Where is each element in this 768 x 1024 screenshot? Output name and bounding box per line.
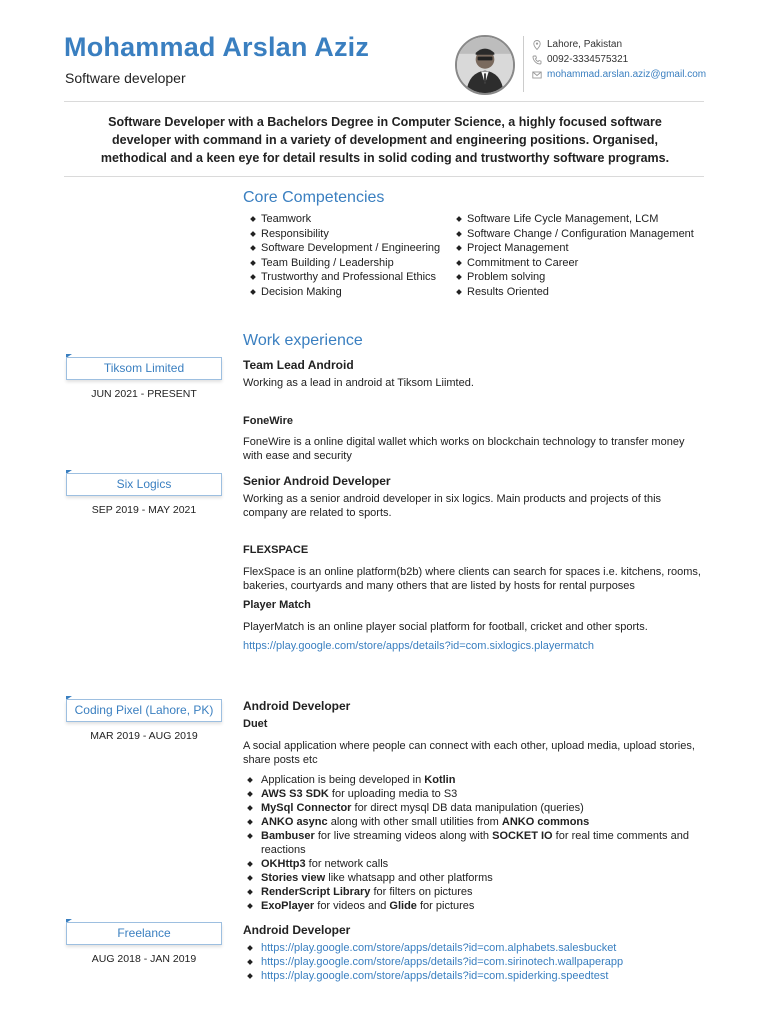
list-item: Commitment to Career bbox=[455, 256, 694, 271]
list-item: Application is being developed in Kotlin bbox=[243, 773, 703, 787]
list-item: Software Change / Configuration Management bbox=[455, 227, 694, 242]
project-link[interactable]: https://play.google.com/store/apps/details?id=com.sixlogics.playermatch bbox=[243, 640, 595, 652]
location: Lahore, Pakistan bbox=[532, 39, 622, 50]
header-rule bbox=[64, 101, 704, 102]
app-links bbox=[243, 941, 703, 983]
profile-summary: Software Developer with a Bachelors Degree in Computer Science, a highly focused software developer with command in a variety of development and engineering positions. Organised, methodical and a keen eye for detail results in solid coding and trustworthy software programs. bbox=[100, 115, 670, 165]
company-tag-freelance: Freelance bbox=[66, 923, 222, 945]
app-link[interactable]: https://play.google.com/store/apps/details?id=com.alphabets.salesbucket bbox=[261, 942, 617, 954]
list-item: Team Building / Leadership bbox=[249, 256, 440, 271]
summary-rule bbox=[64, 176, 704, 177]
envelope-icon bbox=[532, 70, 542, 80]
list-item: ExoPlayer for videos and Glide for pictures bbox=[243, 899, 703, 913]
project-description: FlexSpace is an online platform(b2b) where clients can search for spaces i.e. kitchens, rooms, bakeries, courtyards and many others that are listed by hosts for rental purposes bbox=[243, 566, 701, 592]
list-item: Teamwork bbox=[249, 212, 440, 227]
location-pin-icon bbox=[532, 40, 542, 50]
job-description: Working as a senior android developer in six logics. Main products and projects of this company are related to sports. bbox=[243, 493, 662, 519]
header-divider bbox=[523, 36, 524, 92]
job-dates: MAR 2019 - AUG 2019 bbox=[90, 730, 198, 742]
list-item: Problem solving bbox=[455, 270, 694, 285]
profile-photo bbox=[455, 35, 515, 95]
project-title: FLEXSPACE bbox=[243, 544, 309, 556]
list-item: MySql Connector for direct mysql DB data manipulation (queries) bbox=[243, 801, 703, 815]
candidate-title: Software developer bbox=[65, 70, 186, 86]
phone-icon bbox=[532, 55, 542, 65]
project-title: FoneWire bbox=[243, 415, 294, 427]
job-dates: JUN 2021 - PRESENT bbox=[91, 388, 197, 400]
phone: 0092-3334575321 bbox=[532, 54, 628, 65]
list-item: AWS S3 SDK for uploading media to S3 bbox=[243, 787, 703, 801]
list-item: Decision Making bbox=[249, 285, 440, 300]
project-description: A social application where people can connect with each other, upload media, upload stories, share posts etc bbox=[243, 740, 695, 766]
job-dates: SEP 2019 - MAY 2021 bbox=[91, 504, 197, 516]
list-item[interactable] bbox=[243, 969, 703, 983]
company-tag-tiksom: Tiksom Limited bbox=[66, 358, 222, 380]
tech-bullets bbox=[243, 773, 703, 913]
list-item: OKHttp3 for network calls bbox=[243, 857, 703, 871]
competencies-right-list bbox=[455, 212, 694, 299]
list-item: Results Oriented bbox=[455, 285, 694, 300]
app-link[interactable]: https://play.google.com/store/apps/details?id=com.sirinotech.wallpaperapp bbox=[261, 956, 624, 968]
project-description: FoneWire is a online digital wallet which works on blockchain technology to transfer money with ease and security bbox=[243, 436, 685, 462]
list-item[interactable] bbox=[243, 955, 703, 969]
list-item: ANKO async along with other small utilities from ANKO commons bbox=[243, 815, 703, 829]
company-tag-six-logics: Six Logics bbox=[66, 474, 222, 496]
competencies-left-list bbox=[249, 212, 440, 299]
project-title: Player Match bbox=[243, 599, 311, 611]
candidate-name: Mohammad Arslan Aziz bbox=[64, 32, 370, 62]
list-item: Software Life Cycle Management, LCM bbox=[455, 212, 694, 227]
job-description: Working as a lead in android at Tiksom Liimted. bbox=[243, 377, 474, 389]
job-role: Android Developer bbox=[243, 923, 351, 937]
profile-photo-icon bbox=[457, 37, 513, 93]
work-heading: Work experience bbox=[243, 332, 363, 349]
job-role: Team Lead Android bbox=[243, 358, 354, 372]
competencies-heading: Core Competencies bbox=[243, 189, 385, 206]
app-link[interactable]: https://play.google.com/store/apps/details?id=com.spiderking.speedtest bbox=[261, 970, 609, 982]
job-role: Android Developer bbox=[243, 699, 351, 713]
list-item: Stories view like whatsapp and other platforms bbox=[243, 871, 703, 885]
project-title: Duet bbox=[243, 718, 268, 730]
list-item: Trustworthy and Professional Ethics bbox=[249, 270, 440, 285]
list-item[interactable] bbox=[243, 941, 703, 955]
list-item: Software Development / Engineering bbox=[249, 241, 440, 256]
project-description: PlayerMatch is an online player social platform for football, cricket and other sports. bbox=[243, 621, 648, 633]
list-item: Project Management bbox=[455, 241, 694, 256]
job-role: Senior Android Developer bbox=[243, 474, 391, 488]
list-item: Responsibility bbox=[249, 227, 440, 242]
list-item: Bambuser for live streaming videos along with SOCKET IO for real time comments and reactions bbox=[243, 829, 703, 857]
company-tag-coding-pixel: Coding Pixel (Lahore, PK) bbox=[66, 700, 222, 722]
job-dates: AUG 2018 - JAN 2019 bbox=[91, 953, 197, 965]
list-item: RenderScript Library for filters on pictures bbox=[243, 885, 703, 899]
email[interactable]: mohammad.arslan.aziz@gmail.com bbox=[532, 69, 706, 80]
